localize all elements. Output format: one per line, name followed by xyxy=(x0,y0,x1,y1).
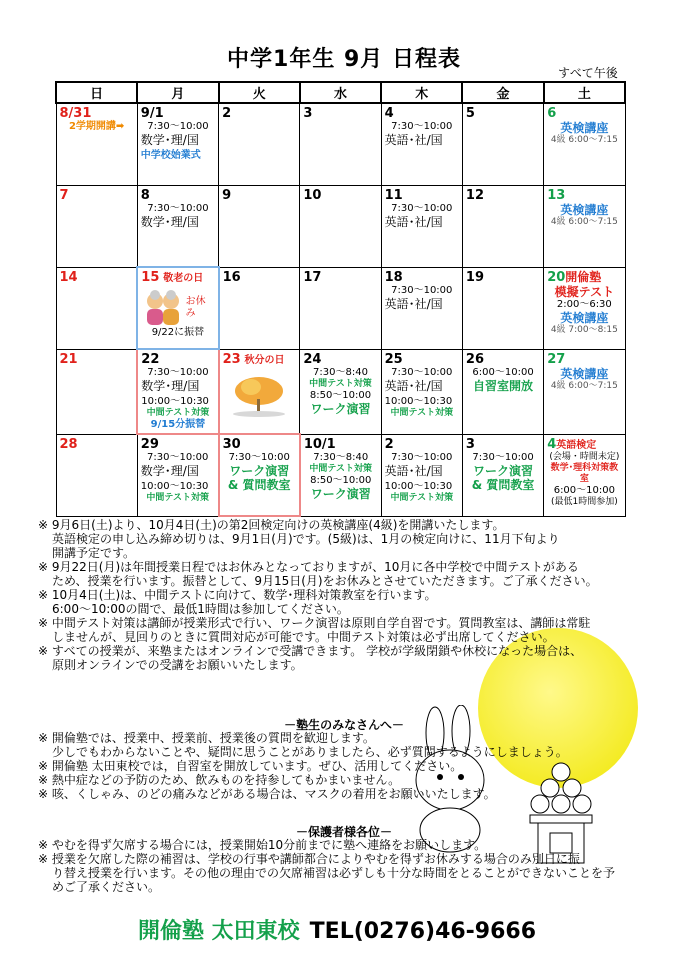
students-section-heading: －塾生のみなさんへ－ xyxy=(284,718,404,732)
time-text: 7:30～10:00 xyxy=(147,121,209,132)
weekday-thu: 木 xyxy=(381,82,462,103)
day-date: 2 xyxy=(384,436,394,452)
time-text: 4級 6:00～7:15 xyxy=(550,135,618,145)
holiday-label: 秋分の日 xyxy=(244,354,285,366)
day-date: 30 xyxy=(222,437,241,452)
workbook-label: ワーク演習 xyxy=(229,464,290,478)
note-line: ※ 熱中症などの予防のため、飲みものを持参してもかまいません。 xyxy=(38,773,401,787)
day-date: 4 xyxy=(547,436,557,452)
students-notes xyxy=(38,731,638,801)
subject-text: 英語･社/国 xyxy=(384,296,443,311)
week-row xyxy=(56,103,625,185)
study-room-label: 自習室開放 xyxy=(473,378,534,393)
note-line: ※ 10月4日(土)は、中間テストに向けて、数学･理科対策教室を行います。 xyxy=(38,588,437,602)
question-room-label: & 質問教室 xyxy=(471,477,535,492)
day-cell xyxy=(544,185,625,267)
midterm-prep-label: 中間テスト対策 xyxy=(309,378,372,389)
day-cell xyxy=(56,103,137,185)
time-text: 7:30～10:00 xyxy=(391,284,453,296)
day-date: 10/1 xyxy=(303,436,336,452)
eiken-exam-label: 英語検定 xyxy=(556,439,597,451)
weekday-sat: 土 xyxy=(544,82,625,103)
day-date: 13 xyxy=(547,187,566,203)
subject-text: 英語･社/国 xyxy=(384,214,443,229)
day-cell xyxy=(56,267,137,349)
day-cell xyxy=(381,103,462,185)
day-date: 16 xyxy=(222,269,241,285)
eiken-label: 英検講座 xyxy=(560,121,609,135)
time-text: 6:00～10:00 xyxy=(553,484,615,496)
weekday-header-row xyxy=(56,82,625,103)
autumn-tree-icon xyxy=(229,373,289,417)
day-cell xyxy=(56,349,137,434)
time-text: 7:30～10:00 xyxy=(147,202,209,214)
subject-text: 英語･社/国 xyxy=(384,133,443,147)
day-cell xyxy=(300,434,381,516)
day-date: 2 xyxy=(222,106,232,121)
note-line: ※ 咳、くしゃみ、のどの痛みなどがある場合は、マスクの着用をお願いいたします。 xyxy=(38,787,496,801)
day-cell xyxy=(219,103,300,185)
holiday-label: 敬老の日 xyxy=(163,273,204,284)
day-cell xyxy=(137,185,218,267)
day-date: 11 xyxy=(384,187,403,203)
note-line: しませんが、見回りのときに質問対応が可能です。中間テスト対策は必ず出席してください。 xyxy=(52,630,555,644)
weekday-fri: 金 xyxy=(462,82,543,103)
time-text: 7:30～10:00 xyxy=(472,451,534,463)
note-line: 開講予定です。 xyxy=(52,546,136,560)
weekday-mon: 月 xyxy=(137,82,218,103)
day-date: 10 xyxy=(303,187,322,203)
note-line: 英語検定の申し込み締め切りは、9月1日(月)です。(5級)は、1月の検定向けに、11月下旬より xyxy=(52,532,560,546)
time-text: 7:30～10:00 xyxy=(391,366,453,378)
time-text: 4級 6:00～7:15 xyxy=(550,216,618,227)
day-cell xyxy=(137,349,218,434)
day-cell xyxy=(300,103,381,185)
time-text: 2:00～6:30 xyxy=(556,298,612,310)
eiken-label: 英検講座 xyxy=(560,310,609,325)
day-cell xyxy=(381,267,462,349)
time-text: 7:30～8:40 xyxy=(313,366,368,378)
day-date: 23 xyxy=(222,351,241,367)
math-science-label: 数学･理科対策教室 xyxy=(550,462,619,484)
day-cell xyxy=(137,267,218,349)
afternoon-note: すべて午後 xyxy=(558,66,618,80)
day-date: 8 xyxy=(140,187,150,203)
footer xyxy=(138,914,536,945)
subject-text: 数学･理/国 xyxy=(140,133,199,147)
time-text: 10:00～10:30 xyxy=(384,395,453,407)
day-cell xyxy=(219,434,300,516)
day-date: 4 xyxy=(384,106,394,121)
note-line: 少しでもわからないことや、疑問に思うことがありましたら、必ず質問するようにしましょう。 xyxy=(52,745,568,759)
day-cell xyxy=(56,434,137,516)
time-text: 8:50～10:00 xyxy=(309,389,372,401)
page-title: 中学1年生 9月 日程表 xyxy=(227,47,461,72)
weekday-sun: 日 xyxy=(56,82,137,103)
subject-text: 英語･社/国 xyxy=(384,463,443,478)
mock-test-label: 模擬テスト xyxy=(554,284,615,299)
event-label: 開倫塾 xyxy=(565,269,602,284)
day-cell xyxy=(219,185,300,267)
day-date: 21 xyxy=(59,351,78,367)
day-off-text: お休み xyxy=(185,296,206,319)
day-cell xyxy=(381,185,462,267)
time-text: 4級 7:00～8:15 xyxy=(550,324,618,335)
workbook-label: ワーク演習 xyxy=(310,401,371,416)
day-date: 19 xyxy=(465,269,484,285)
week-row xyxy=(56,434,625,516)
day-date: 7 xyxy=(59,187,69,203)
day-date: 3 xyxy=(303,106,313,121)
note-line: ※ 9月6日(土)より、10月4日(土)の第2回検定向けの英検講座(4級)を開講いたします。 xyxy=(38,518,505,532)
school-name: 開倫塾 太田東校 xyxy=(138,919,300,944)
day-date: 5 xyxy=(465,106,475,121)
day-cell xyxy=(462,267,543,349)
time-text: 7:30～10:00 xyxy=(147,452,209,463)
day-cell xyxy=(300,185,381,267)
note-line: ※ やむを得ず欠席する場合には，授業開始10分前までに塾へ連絡をお願いします。 xyxy=(38,838,487,852)
day-date: 18 xyxy=(384,269,403,285)
day-cell xyxy=(137,103,218,185)
subject-text: 数学･理/国 xyxy=(141,379,200,393)
note-line: 6:00～10:00の間で、最低1時間は参加してください。 xyxy=(52,602,349,616)
time-text: 6:00～10:00 xyxy=(472,366,534,378)
time-text: 10:00～10:30 xyxy=(141,396,209,407)
transfer-text: 9/22に振替 xyxy=(151,327,205,338)
workbook-label: ワーク演習 xyxy=(473,463,534,478)
time-text: 7:30～10:00 xyxy=(391,121,453,132)
note-line: ※ 授業を欠席した際の補習は、学校の行事や講師都合によりやむを得ずお休みする場合のみ別日に振 xyxy=(38,852,580,866)
day-date: 6 xyxy=(547,106,557,121)
note-line: ため、授業を行います。振替として、9月15日(月)をお休みとさせていただきます。ご了承ください。 xyxy=(52,574,598,588)
time-text: 7:30～10:00 xyxy=(228,452,290,463)
midterm-prep-label: 中間テスト対策 xyxy=(390,492,454,503)
day-date: 22 xyxy=(141,352,160,367)
day-date: 14 xyxy=(59,269,78,285)
time-text: 7:30～10:00 xyxy=(391,202,453,214)
day-cell xyxy=(544,434,625,516)
weekday-wed: 水 xyxy=(300,82,381,103)
week-row xyxy=(56,185,625,267)
subject-text: 数学･理/国 xyxy=(140,464,199,478)
elderly-couple-icon xyxy=(141,289,183,327)
day-cell xyxy=(381,434,462,516)
day-date: 20 xyxy=(547,269,566,285)
week-row xyxy=(56,349,625,434)
workbook-label: ワーク演習 xyxy=(310,486,371,501)
eiken-label: 英検講座 xyxy=(560,366,609,381)
day-date: 28 xyxy=(59,436,78,452)
day-cell xyxy=(544,103,625,185)
day-cell xyxy=(544,349,625,434)
day-cell xyxy=(137,434,218,516)
day-date: 24 xyxy=(303,351,322,367)
day-cell xyxy=(462,434,543,516)
midterm-prep-label: 中間テスト対策 xyxy=(390,407,454,418)
day-cell xyxy=(381,349,462,434)
day-date: 12 xyxy=(465,187,484,203)
midterm-prep-label: 中間テスト対策 xyxy=(309,463,373,474)
parents-notes xyxy=(38,838,638,894)
day-date: 3 xyxy=(465,436,475,452)
day-cell xyxy=(462,349,543,434)
note-line: ※ 開倫塾 太田東校では，自習室を開放しています。ぜひ、活用してください。 xyxy=(38,759,463,773)
day-date: 26 xyxy=(465,351,484,367)
day-date: 8/31 xyxy=(59,106,92,121)
day-date: 15 xyxy=(141,270,160,285)
note-line: ※ 開倫塾では、授業中、授業前、授業後の質問を歓迎します。 xyxy=(38,731,375,745)
event-text: 2学期開講➡ xyxy=(68,121,125,132)
day-date: 17 xyxy=(303,269,322,285)
time-text: 10:00～10:30 xyxy=(140,481,209,492)
transfer-text: 9/15分振替 xyxy=(150,419,206,430)
midterm-prep-label: 中間テスト対策 xyxy=(146,493,209,503)
day-date: 29 xyxy=(140,437,159,452)
day-cell xyxy=(300,267,381,349)
day-cell xyxy=(56,185,137,267)
note-line: ※ すべての授業が、来塾またはオンラインで受講できます。 学校が学級閉鎖や休校になった場合は、 xyxy=(38,644,583,658)
time-text: 4級 6:00～7:15 xyxy=(550,380,618,391)
day-date: 27 xyxy=(547,351,566,367)
time-text: 10:00～10:30 xyxy=(384,480,453,492)
day-cell xyxy=(219,349,300,434)
calendar-table xyxy=(55,81,626,517)
note-text: (最低1時間参加) xyxy=(550,496,618,507)
day-cell xyxy=(219,267,300,349)
notes-section xyxy=(38,518,638,672)
question-room-label: & 質問教室 xyxy=(227,478,291,492)
midterm-prep-label: 中間テスト対策 xyxy=(146,408,210,418)
note-text: (会場・時間未定) xyxy=(549,451,620,462)
day-cell xyxy=(462,185,543,267)
day-cell xyxy=(544,267,625,349)
event-text: 中学校始業式 xyxy=(140,150,201,161)
week-row xyxy=(56,267,625,349)
time-text: 7:30～10:00 xyxy=(147,367,209,378)
subject-text: 英語･社/国 xyxy=(384,378,443,393)
phone-number: TEL(0276)46-9666 xyxy=(309,919,537,944)
note-line: めご了承ください。 xyxy=(52,880,161,894)
weekday-tue: 火 xyxy=(219,82,300,103)
time-text: 8:50～10:00 xyxy=(310,474,372,486)
day-date: 9 xyxy=(222,187,232,203)
note-line: ※ 中間テスト対策は講師が授業形式で行い、ワーク演習は原則自学自習です。質問教室は、講師は常駐 xyxy=(38,616,591,630)
parents-section-heading: －保護者様各位－ xyxy=(295,825,392,839)
eiken-label: 英検講座 xyxy=(560,202,609,217)
day-cell xyxy=(300,349,381,434)
note-line: り替え授業を行います。その他の理由での欠席補習は必ずしも十分な時間をとることができないことを予 xyxy=(52,866,616,880)
note-line: ※ 9月22日(月)は年間授業日程ではお休みとなっておりますが、10月に各中学校で中間テストがある xyxy=(38,560,579,574)
subject-text: 数学･理/国 xyxy=(140,214,199,229)
day-cell xyxy=(462,103,543,185)
day-date: 9/1 xyxy=(140,106,164,121)
time-text: 7:30～10:00 xyxy=(391,451,453,463)
time-text: 7:30～8:40 xyxy=(313,451,369,463)
note-line: 原則オンラインでの受講をお願いいたします。 xyxy=(52,658,303,672)
day-date: 25 xyxy=(384,351,403,367)
